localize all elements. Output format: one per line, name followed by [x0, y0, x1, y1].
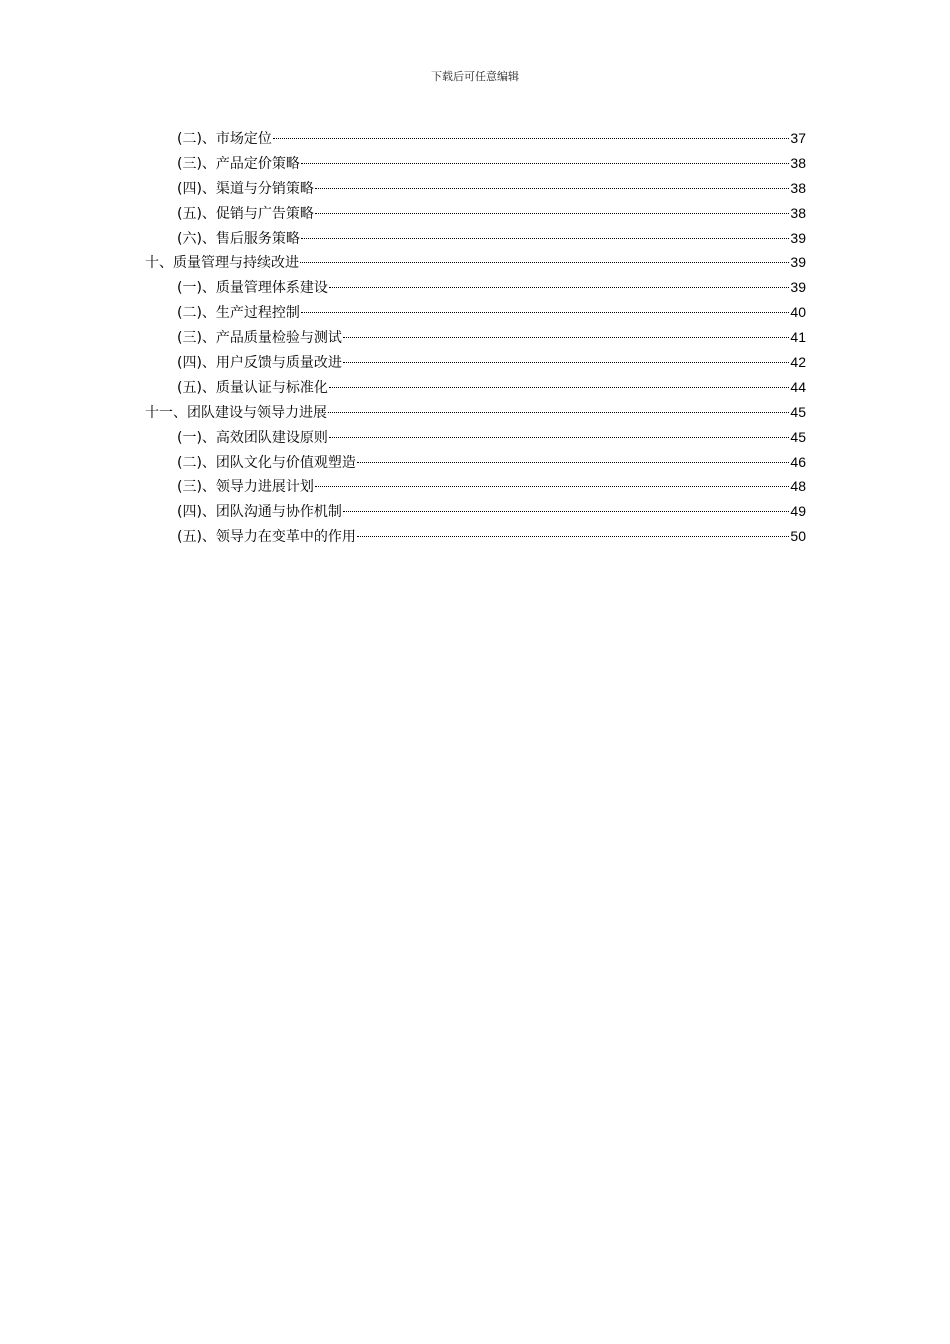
toc-entry-title: (五)、促销与广告策略	[177, 205, 314, 222]
toc-entry[interactable]	[145, 400, 806, 425]
toc-entry[interactable]	[145, 375, 806, 400]
toc-entry-page-number: 38	[790, 204, 806, 221]
toc-entry-page-number: 45	[790, 403, 806, 420]
toc-entry-page-number: 39	[790, 279, 806, 296]
toc-entry[interactable]	[145, 201, 806, 226]
toc-entry-page-number: 38	[790, 179, 806, 196]
toc-entry[interactable]	[145, 524, 806, 549]
toc-dot-leader	[315, 188, 789, 189]
toc-entry-page-number: 49	[790, 503, 806, 520]
toc-entry-title: (四)、用户反馈与质量改进	[177, 355, 342, 372]
toc-entry-page-number: 41	[790, 329, 806, 346]
toc-dot-leader	[357, 536, 789, 537]
toc-entry-title: (四)、团队沟通与协作机制	[177, 504, 342, 521]
toc-entry-page-number: 38	[790, 154, 806, 171]
toc-entry[interactable]	[145, 325, 806, 350]
toc-entry-page-number: 39	[790, 229, 806, 246]
toc-entry-title: (一)、质量管理体系建设	[177, 280, 328, 297]
toc-entry-title: (四)、渠道与分销策略	[177, 180, 314, 197]
toc-entry-page-number: 42	[790, 354, 806, 371]
toc-entry-title: (五)、质量认证与标准化	[177, 379, 328, 396]
toc-dot-leader	[315, 486, 789, 487]
toc-entry-page-number: 40	[790, 304, 806, 321]
toc-dot-leader	[315, 213, 789, 214]
toc-dot-leader	[328, 412, 789, 413]
toc-dot-leader	[301, 163, 789, 164]
toc-dot-leader	[301, 238, 789, 239]
toc-entry[interactable]	[145, 300, 806, 325]
toc-entry[interactable]	[145, 126, 806, 151]
toc-entry[interactable]	[145, 176, 806, 201]
toc-entry[interactable]	[145, 250, 806, 275]
toc-dot-leader	[329, 287, 789, 288]
toc-dot-leader	[343, 362, 789, 363]
toc-dot-leader	[329, 437, 789, 438]
toc-entry[interactable]	[145, 474, 806, 499]
toc-entry-page-number: 44	[790, 378, 806, 395]
toc-entry-title: (六)、售后服务策略	[177, 230, 300, 247]
toc-entry-page-number: 50	[790, 528, 806, 545]
toc-dot-leader	[273, 138, 789, 139]
toc-entry-title: (三)、产品定价策略	[177, 155, 300, 172]
toc-entry-title: (二)、生产过程控制	[177, 305, 300, 322]
toc-entry-title: (二)、市场定位	[177, 131, 272, 147]
toc-entry-page-number: 46	[790, 453, 806, 470]
toc-dot-leader	[343, 511, 789, 512]
toc-entry-title: (三)、产品质量检验与测试	[177, 330, 342, 347]
toc-entry-title: (二)、团队文化与价值观塑造	[177, 454, 356, 471]
toc-entry[interactable]	[145, 151, 806, 176]
table-of-contents	[145, 126, 806, 549]
toc-entry-page-number: 48	[790, 478, 806, 495]
toc-entry-title: 十、质量管理与持续改进	[145, 255, 299, 272]
toc-entry[interactable]	[145, 350, 806, 375]
toc-entry[interactable]	[145, 450, 806, 475]
toc-entry-page-number: 39	[790, 254, 806, 271]
toc-entry[interactable]	[145, 275, 806, 300]
toc-entry-title: (三)、领导力进展计划	[177, 479, 314, 496]
toc-entry-title: (五)、领导力在变革中的作用	[177, 529, 356, 546]
toc-entry[interactable]	[145, 226, 806, 251]
toc-dot-leader	[329, 387, 789, 388]
toc-dot-leader	[301, 312, 789, 313]
toc-entry-page-number: 37	[790, 130, 806, 146]
toc-dot-leader	[343, 337, 789, 338]
toc-entry-page-number: 45	[790, 428, 806, 445]
toc-entry-title: 十一、团队建设与领导力进展	[145, 404, 327, 421]
page-header: 下载后可任意编辑	[431, 70, 519, 83]
toc-entry[interactable]	[145, 425, 806, 450]
toc-dot-leader	[300, 262, 789, 263]
toc-entry[interactable]	[145, 499, 806, 524]
toc-entry-title: (一)、高效团队建设原则	[177, 429, 328, 446]
toc-dot-leader	[357, 462, 789, 463]
